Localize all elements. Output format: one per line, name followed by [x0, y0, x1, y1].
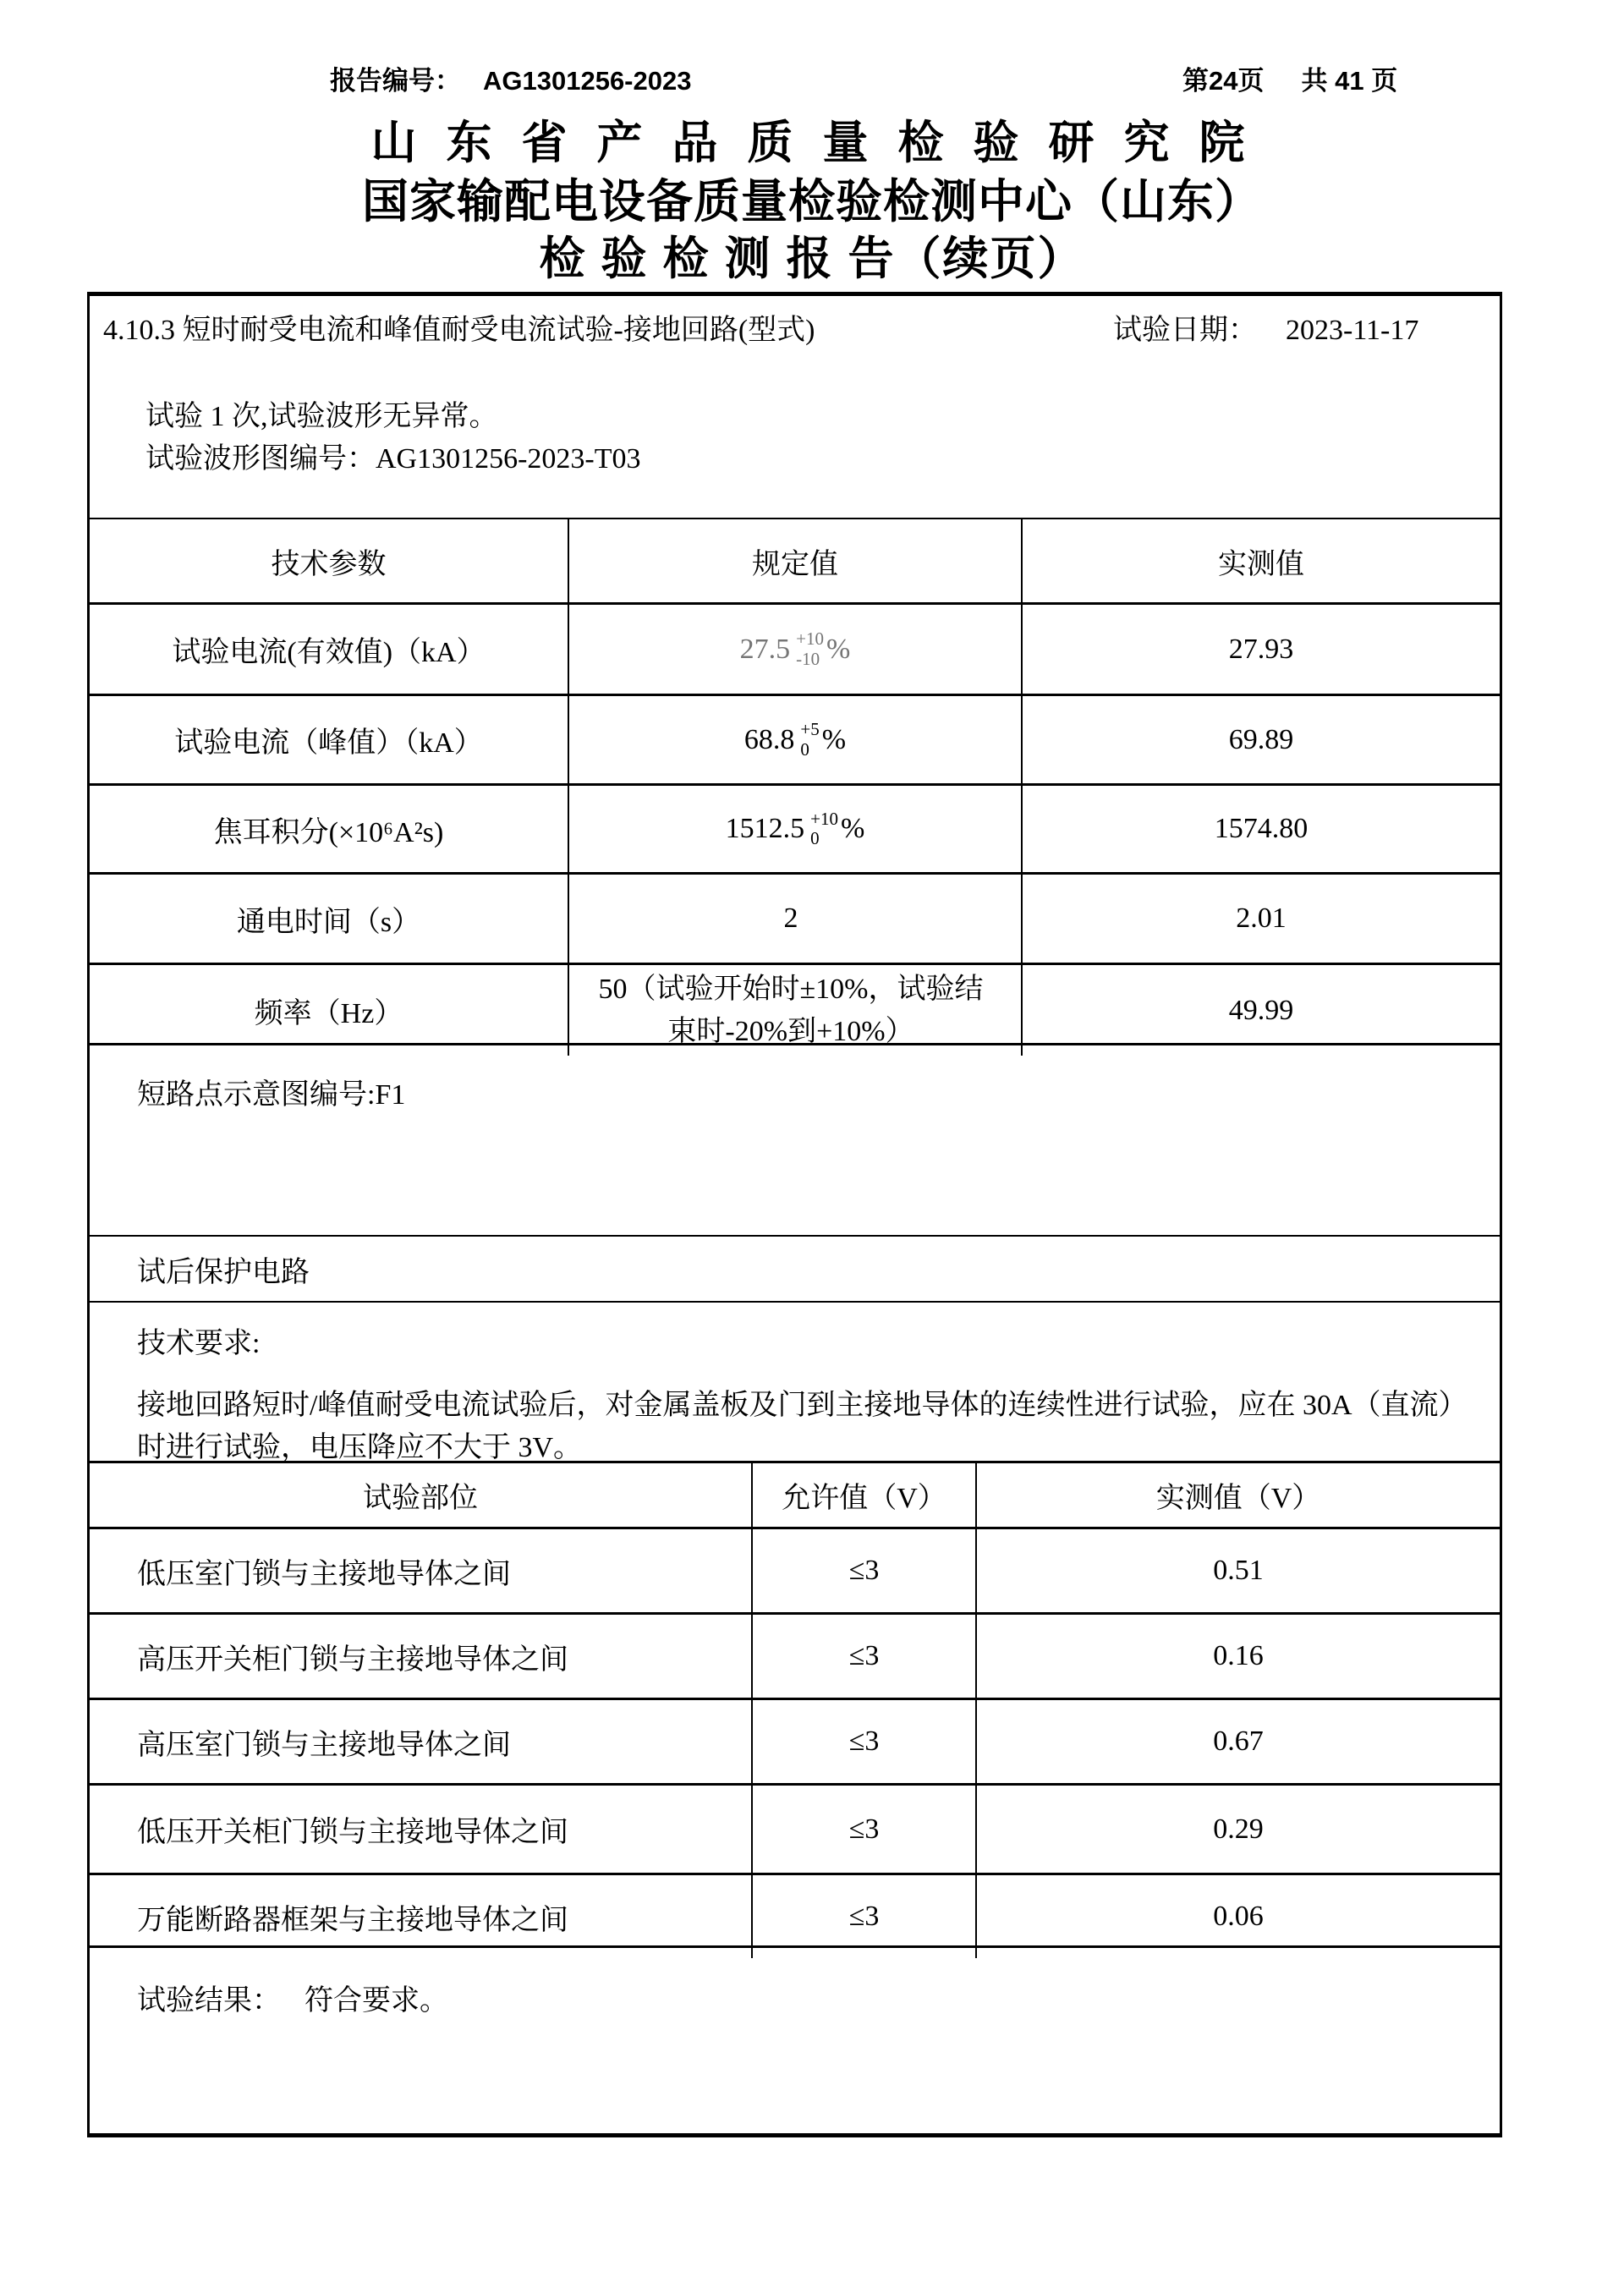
spec-suffix: %: [821, 723, 847, 755]
post-test-protection-row: 试后保护电路: [90, 1235, 1500, 1301]
measured-cell: 0.16: [975, 1615, 1500, 1698]
spec-suffix: %: [841, 813, 865, 844]
test-date-label: 试验日期：: [1113, 315, 1257, 346]
test-result-row: [90, 1945, 1500, 2133]
table-header-row: [90, 1463, 1500, 1527]
measured-cell: 49.99: [1021, 965, 1500, 1056]
page-meta: [0, 59, 1624, 96]
spec-base: 2: [783, 903, 798, 934]
spec-cell: [568, 696, 1021, 783]
table-row: [90, 1527, 1500, 1612]
short-circuit-sketch-row: 短路点示意图编号:F1: [90, 1043, 1500, 1235]
measured-cell: 0.67: [975, 1700, 1500, 1783]
param-cell: 试验电流（峰值）（kA）: [174, 727, 483, 759]
header-part: 试验部位: [363, 1483, 478, 1514]
spec-base: 50（试验开始时±10%，试验结束时-20%到+10%）: [598, 973, 984, 1047]
part-cell: 万能断路器框架与主接地导体之间: [137, 1904, 568, 1936]
table-row: [90, 602, 1500, 694]
center-title: 国家输配电设备质量检验检测中心（山东）: [361, 175, 1262, 228]
allowed-cell: ≤3: [751, 1615, 975, 1698]
technical-requirement-row: [90, 1301, 1500, 1461]
header-measured: 实测值（V）: [975, 1463, 1500, 1527]
spec-tolerance: +10 0: [810, 808, 838, 848]
measured-cell: 2.01: [1021, 875, 1500, 963]
clause-title: 4.10.3 短时耐受电流和峰值耐受电流试验-接地回路(型式): [103, 315, 815, 346]
measured-cell: 0.06: [975, 1875, 1500, 1958]
part-cell: 低压开关柜门锁与主接地导体之间: [137, 1817, 568, 1848]
spec-base: 1512.5: [725, 813, 805, 844]
allowed-cell: ≤3: [751, 1786, 975, 1873]
spec-base: 27.5: [739, 633, 791, 665]
measured-cell: 0.51: [975, 1529, 1500, 1612]
test-date: [1113, 306, 1418, 348]
table-row: [90, 1698, 1500, 1783]
test-date-value: 2023-11-17: [1286, 315, 1419, 346]
param-cell: 通电时间（s）: [236, 906, 421, 938]
part-cell: 高压开关柜门锁与主接地导体之间: [137, 1643, 568, 1676]
measured-cell: 1574.80: [1021, 786, 1500, 872]
report-number: [330, 59, 691, 97]
header-allowed: 允许值（V）: [751, 1463, 975, 1527]
spec-tolerance: +5 0: [800, 719, 820, 760]
header-measured: 实测值: [1021, 519, 1500, 602]
measured-cell: 69.89: [1021, 696, 1500, 783]
allowed-cell: ≤3: [751, 1529, 975, 1612]
table-row: [90, 1612, 1500, 1698]
test-result-value: 符合要求。: [304, 1985, 448, 2016]
spec-cell: [568, 875, 1021, 963]
spec-tolerance: +10 -10: [796, 628, 824, 669]
page-current: 第24页: [1182, 66, 1265, 96]
test-note: 试验 1 次,试验波形无异常。: [145, 401, 498, 432]
page-total: 共 41 页: [1301, 66, 1398, 96]
spec-suffix: %: [826, 633, 851, 665]
measured-cell: 0.29: [975, 1786, 1500, 1873]
institute-title: 山 东 省 产 品 质 量 检 验 研 究 院: [370, 118, 1254, 168]
table-row: [90, 872, 1500, 963]
param-cell: 试验电流(有效值)（kA）: [172, 637, 486, 668]
part-cell: 低压室门锁与主接地导体之间: [137, 1558, 511, 1590]
part-cell: 高压室门锁与主接地导体之间: [137, 1729, 511, 1761]
continuity-table: [90, 1461, 1500, 1958]
test-result-label: 试验结果：: [137, 1985, 281, 2016]
spec-base: 68.8: [743, 723, 795, 755]
allowed-cell: ≤3: [751, 1875, 975, 1958]
header-param: 技术参数: [271, 548, 387, 580]
table-row: [90, 694, 1500, 783]
spec-cell: [568, 965, 1021, 1056]
table-row: [90, 1783, 1500, 1873]
parameters-table: [90, 518, 1500, 1056]
content-frame: [87, 292, 1502, 2137]
param-cell: 焦耳积分(×10⁶A²s): [213, 816, 444, 848]
table-header-row: [90, 519, 1500, 602]
spec-cell: [568, 605, 1021, 694]
measured-cell: 27.93: [1021, 605, 1500, 694]
page-indicator: [1182, 59, 1397, 97]
spec-cell: [568, 786, 1021, 872]
param-cell: 频率（Hz）: [254, 998, 403, 1029]
allowed-cell: ≤3: [751, 1700, 975, 1783]
report-number-label: 报告编号：: [330, 66, 461, 96]
waveform-number: 试验波形图编号：AG1301256-2023-T03: [145, 443, 641, 475]
report-number-value: AG1301256-2023: [483, 66, 692, 96]
header-spec: 规定值: [568, 519, 1021, 602]
technical-requirement-label: 技术要求:: [137, 1328, 261, 1359]
table-row: [90, 963, 1500, 1056]
table-row: [90, 783, 1500, 872]
report-title: 检 验 检 测 报 告（续页）: [539, 233, 1085, 284]
technical-requirement-text: 接地回路短时/峰值耐受电流试验后，对金属盖板及门到主接地导体的连续性进行试验，应在 30A（直流）时进行试验，电压降应不大于 3V。: [137, 1390, 1468, 1463]
